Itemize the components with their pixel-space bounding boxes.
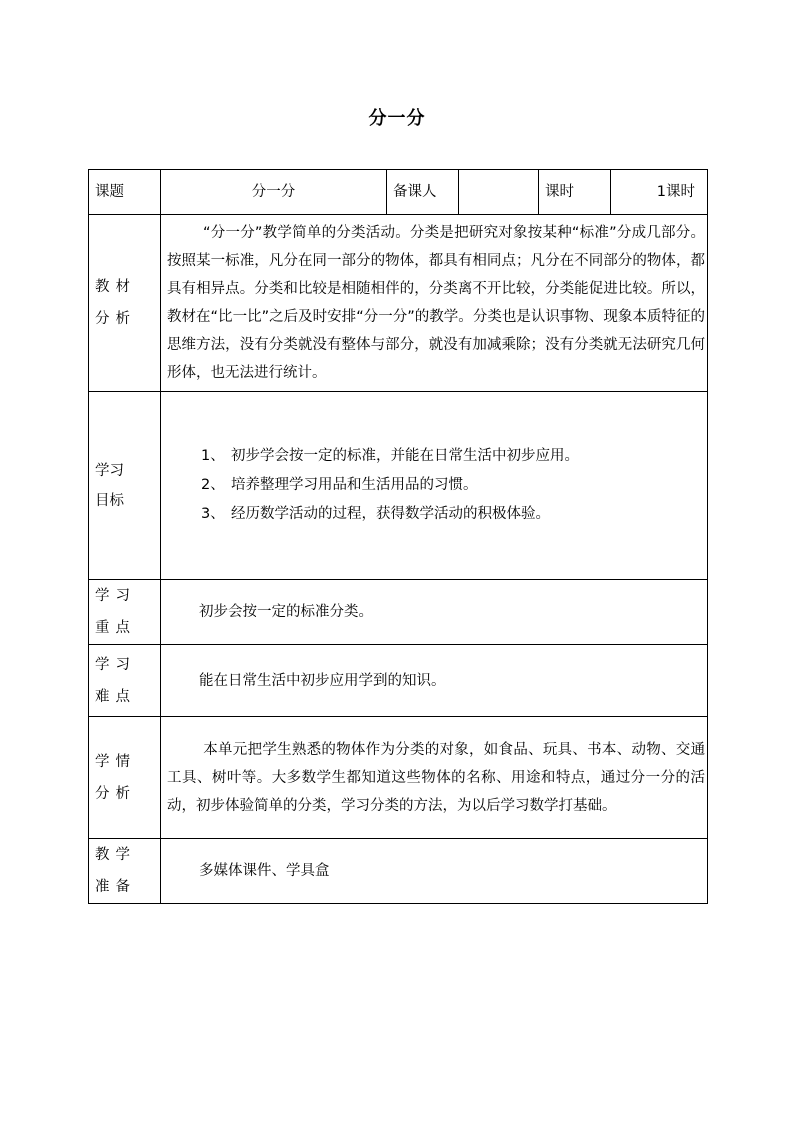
goals-label [89,392,161,580]
focus-label: 学习重点 [89,580,161,645]
page-title: 分一分 [368,108,426,129]
goals-row [89,392,708,580]
topic-value: 分一分 [161,170,387,215]
goal-item [201,500,707,529]
goal-number: 2、 [201,477,225,493]
topic-label: 课题 [89,170,161,215]
goal-number: 3、 [201,506,225,522]
goal-item [201,471,707,500]
preparer-value [459,170,539,215]
difficulty-label: 学习难点 [89,645,161,717]
goal-number: 1、 [201,448,225,464]
difficulty-text: 能在日常生活中初步应用学到的知识。 [161,645,708,717]
goal-text: 经历数学活动的过程，获得数学活动的积极体验。 [231,506,550,522]
preparation-row [89,839,708,904]
focus-text: 初步会按一定的标准分类。 [161,580,708,645]
preparation-label: 教学准备 [89,839,161,904]
lesson-plan-table [88,169,708,904]
material-text [161,215,708,392]
goals-label-line2: 目标 [95,492,124,509]
header-row [89,170,708,215]
students-text [161,717,708,839]
students-label: 学情分析 [89,717,161,839]
material-row [89,215,708,392]
focus-row [89,580,708,645]
goals-list [161,392,708,580]
preparation-text: 多媒体课件、学具盒 [161,839,708,904]
students-paragraph: 本单元把学生熟悉的物体作为分类的对象，如食品、玩具、书本、动物、交通工具、树叶等。大多数学生都知道这些物体的名称、用途和特点，通过分一分的活动，初步体验简单的分类，学习分类的方法，为以后学习数学打基础。 [167,741,705,814]
difficulty-row [89,645,708,717]
students-row [89,717,708,839]
goal-item [201,442,707,471]
period-value: 1课时 [611,170,708,215]
material-label: 教材分析 [89,215,161,392]
goals-label-line1: 学习 [95,462,124,479]
preparer-label: 备课人 [387,170,459,215]
material-paragraph: “分一分”教学简单的分类活动。分类是把研究对象按某种“标准”分成几部分。按照某一标准，凡分在同一部分的物体，都具有相同点；凡分在不同部分的物体，都具有相异点。分类和比较是相随相伴的，分类离不开比较，分类能促进比较。所以，教材在“比一比”之后及时安排“分一分”的教学。分类也是认识事物、现象本质特征的思维方法，没有分类就没有整体与部分，就没有加减乘除；没有分类就无法研究几何形体，也无法进行统计。 [167,225,705,381]
period-label: 课时 [539,170,611,215]
goal-text: 初步学会按一定的标准，并能在日常生活中初步应用。 [231,448,579,464]
goal-text: 培养整理学习用品和生活用品的习惯。 [231,477,478,493]
